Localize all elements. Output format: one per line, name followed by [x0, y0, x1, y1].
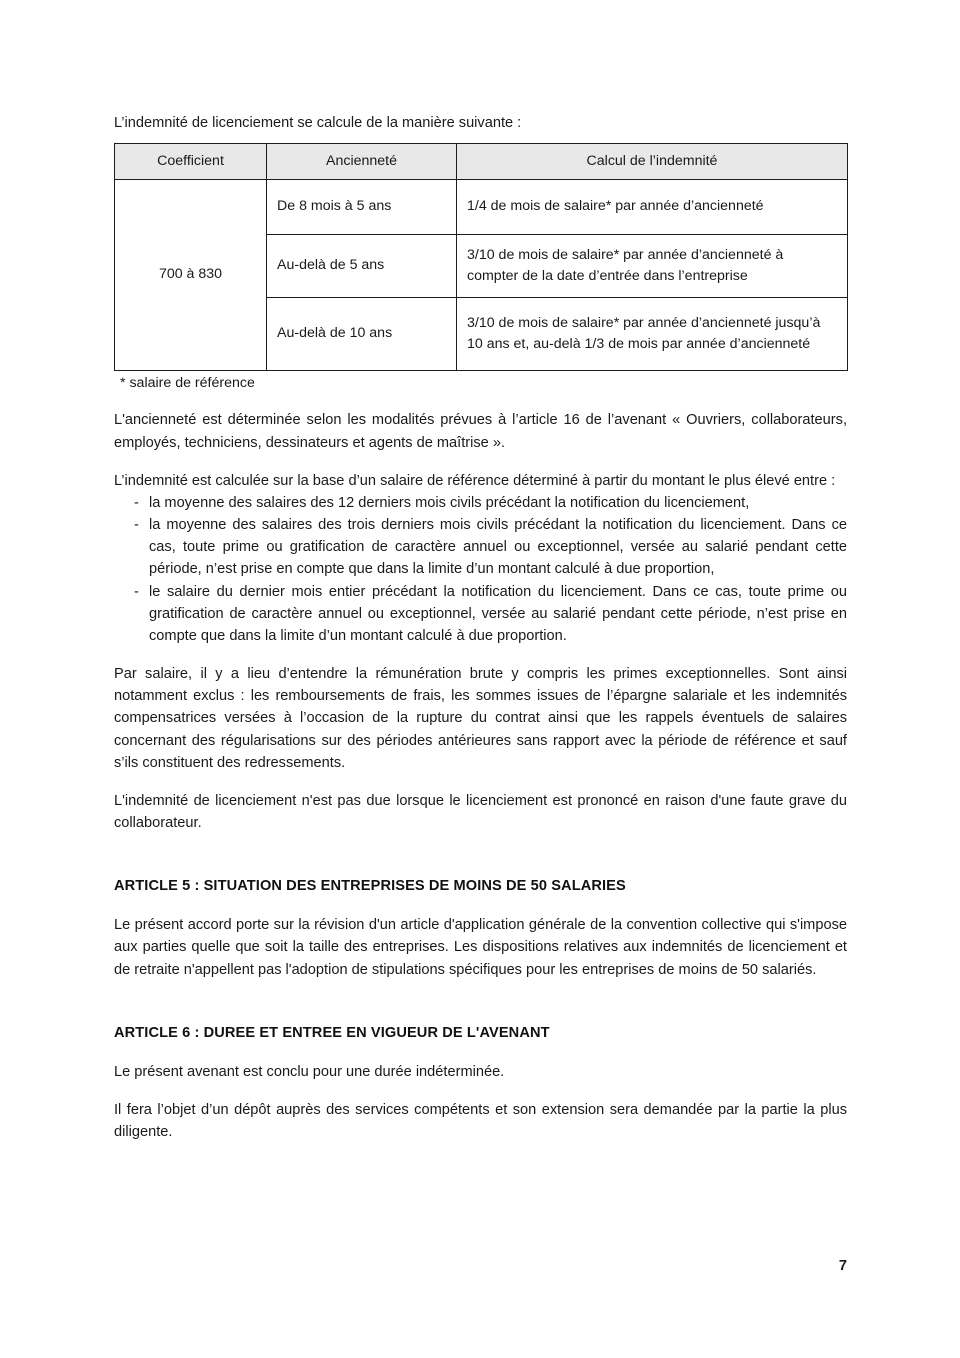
- column-header-coefficient: Coefficient: [115, 144, 267, 180]
- list-item-label: le salaire du dernier mois entier précédant la notification du licenciement. Dans ce cas, toute prime ou gratification de caractère annuel ou exceptionnel, versée au salarié pendant cette période, n’est prise en compte que dans la limite d’un montant calculé à due proportion.: [149, 583, 847, 644]
- cell-anciennete-2: Au-delà de 5 ans: [267, 234, 457, 297]
- article5-paragraph: Le présent accord porte sur la révision d'un article d'application générale de la convention collective qui s'impose aux parties quelle que soit la taille des entreprises. Les dispositions relatives aux indemnités de licenciement et de retraite n'appellent pas l'adoption de stipulations spécifiques pour les entreprises de moins de 50 salariés.: [114, 917, 847, 978]
- reference-salary-list: [114, 492, 847, 647]
- table-header: [115, 144, 848, 180]
- cell-anciennete-3: Au-delà de 10 ans: [267, 297, 457, 370]
- cell-anciennete-1: De 8 mois à 5 ans: [267, 179, 457, 234]
- paragraph-faute-grave: L'indemnité de licenciement n'est pas due lorsque le licenciement est prononcé en raison d'une faute grave du collaborateur.: [114, 792, 847, 832]
- list-dash-icon: -: [134, 583, 139, 600]
- list-item: [114, 492, 847, 514]
- indemnite-table: [114, 143, 848, 371]
- table-body: [115, 179, 848, 370]
- list-item: [114, 581, 847, 648]
- cell-calcul-1: 1/4 de mois de salaire* par année d’ancienneté: [457, 179, 848, 234]
- article6-heading: ARTICLE 6 : DUREE ET ENTREE EN VIGUEUR DE L'AVENANT: [114, 1024, 550, 1041]
- cell-calcul-2: 3/10 de mois de salaire* par année d’ancienneté à compter de la date d’entrée dans l’entreprise: [457, 234, 848, 297]
- paragraph-indemnite-intro: L’indemnité est calculée sur la base d’un salaire de référence déterminé à partir du montant le plus élevé entre :: [114, 472, 836, 489]
- list-item-label: la moyenne des salaires des 12 derniers mois civils précédant la notification du licenciement,: [149, 494, 750, 511]
- article5-heading: ARTICLE 5 : SITUATION DES ENTREPRISES DE MOINS DE 50 SALARIES: [114, 878, 626, 895]
- column-header-anciennete: Ancienneté: [267, 144, 457, 180]
- column-header-calcul: Calcul de l’indemnité: [457, 144, 848, 180]
- cell-coefficient-range: 700 à 830: [115, 179, 267, 370]
- table-row: [115, 179, 848, 234]
- page-content: [114, 112, 847, 1159]
- list-item-label: la moyenne des salaires des trois derniers mois civils précédant la notification du licenciement. Dans ce cas, toute prime ou gratification de caractère annuel ou exceptionnel, versée au salarié pendant cette période, n’est prise en compte que dans la limite d’un montant calculé à due proportion,: [149, 517, 847, 578]
- paragraph-anciennete: L'ancienneté est déterminée selon les modalités prévues à l’article 16 de l’avenant « Ouvriers, collaborateurs, employés, techniciens, dessinateurs et agents de maîtrise ».: [114, 412, 847, 451]
- article6-paragraph-1: Le présent avenant est conclu pour une durée indéterminée.: [114, 1063, 505, 1080]
- paragraph-salaire: Par salaire, il y a lieu d’entendre la rémunération brute y compris les primes exceptionnelles. Sont ainsi notamment exclus : les remboursements de frais, les sommes issues de l’épargne salariale et les indemnités compensatrices versées à l’occasion de la rupture du contrat ainsi que les rappels éventuels de salaires concernant des régularisations sur des périodes antérieures sans rapport avec la période de référence et sauf s’ils constituent des redressements.: [114, 666, 847, 771]
- list-dash-icon: -: [134, 494, 139, 511]
- intro-line: L’indemnité de licenciement se calcule de la manière suivante :: [114, 115, 522, 131]
- cell-calcul-3: 3/10 de mois de salaire* par année d’ancienneté jusqu’à 10 ans et, au-delà 1/3 de mois par année d’ancienneté: [457, 297, 848, 370]
- article6-paragraph-2: Il fera l’objet d’un dépôt auprès des services compétents et son extension sera demandée par la partie la plus diligente.: [114, 1101, 847, 1140]
- page-number: 7: [838, 1258, 847, 1274]
- list-item: [114, 514, 847, 581]
- table-footnote: * salaire de référence: [120, 374, 255, 391]
- table-header-row: [115, 144, 848, 180]
- list-dash-icon: -: [134, 517, 139, 534]
